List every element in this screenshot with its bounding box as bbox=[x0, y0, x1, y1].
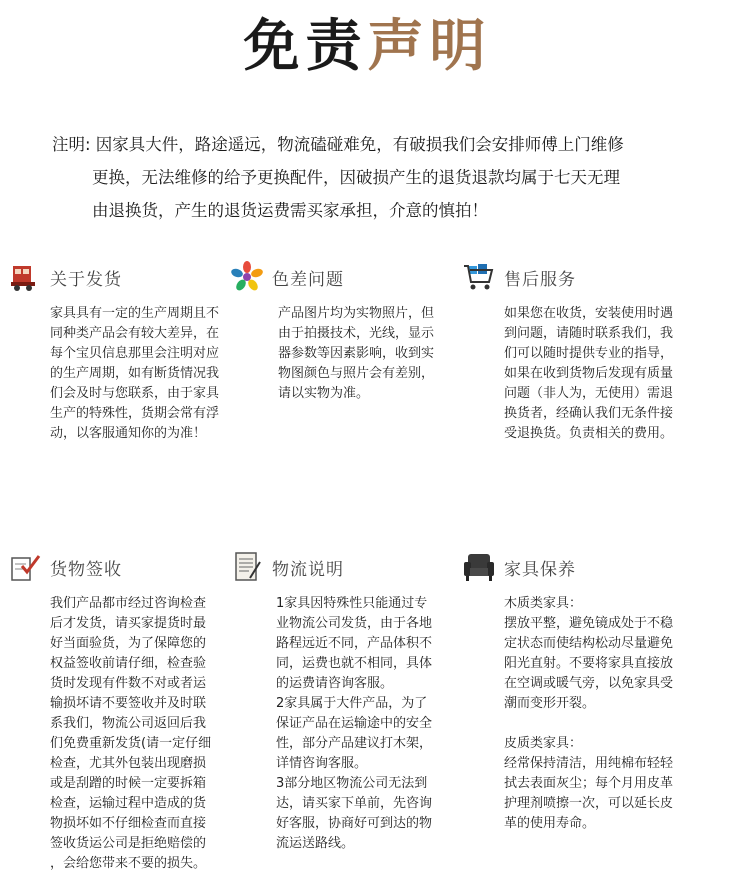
color-wheel-icon bbox=[230, 260, 264, 294]
notice-line-1: 注明: 因家具大件，路途遥远，物流磕碰难免，有破损我们会安排师傅上门维修 bbox=[52, 135, 624, 154]
body-line: 保证产品在运输途中的安全 bbox=[276, 716, 433, 731]
body-line: 请以实物为准。 bbox=[278, 386, 370, 401]
body-line: 达，请买家下单前，先咨询 bbox=[276, 796, 433, 811]
page-title bbox=[0, 6, 735, 86]
body-line: 产品图片均为实物照片，但 bbox=[278, 306, 435, 321]
notice bbox=[52, 128, 712, 227]
body-line: 签收货运公司是拒绝赔偿的 bbox=[50, 836, 207, 851]
body-line: 们免费重新发货(请一定仔细 bbox=[50, 736, 212, 751]
body-line: 家具具有一定的生产周期且不 bbox=[50, 306, 220, 321]
section-aftersale bbox=[462, 258, 722, 444]
body-line: 后才发货，请买家提货时最 bbox=[50, 616, 207, 631]
section-color bbox=[230, 258, 470, 404]
section-title: 家具保养 bbox=[504, 559, 576, 580]
notice-line-3: 由退换货，产生的退货运费需买家承担，介意的慎拍！ bbox=[92, 201, 488, 220]
section-body bbox=[504, 304, 722, 444]
section-header bbox=[230, 548, 470, 586]
body-line: 业物流公司发货，由于各地 bbox=[276, 616, 433, 631]
section-title: 货物签收 bbox=[50, 559, 122, 580]
body-line: 如果在收到货物后发现有质量 bbox=[504, 366, 674, 381]
section-body bbox=[50, 594, 248, 874]
armchair-icon bbox=[462, 550, 496, 584]
body-line: 们可以随时提供专业的指导， bbox=[504, 346, 674, 361]
body-line: 们会及时与您联系，由于家具 bbox=[50, 386, 220, 401]
body-line: 同，运费也就不相同，具体 bbox=[276, 656, 433, 671]
body-line: 换货者，经确认我们无条件接 bbox=[504, 406, 674, 421]
body-line: 性，部分产品建议打木架， bbox=[276, 736, 433, 751]
leather-title: 皮质类家具： bbox=[504, 736, 583, 751]
section-body bbox=[278, 304, 470, 404]
section-title: 关于发货 bbox=[50, 269, 122, 290]
body-line: 2家具属于大件产品，为了 bbox=[276, 696, 428, 711]
sign-check-icon bbox=[8, 550, 42, 584]
section-title: 物流说明 bbox=[272, 559, 344, 580]
body-line: 3部分地区物流公司无法到 bbox=[276, 776, 428, 791]
title-part1: 免责 bbox=[243, 13, 368, 79]
section-header bbox=[462, 258, 722, 296]
section-body bbox=[504, 594, 724, 834]
section-header bbox=[230, 258, 470, 296]
body-line: 或是刮蹭的时候一定要拆箱 bbox=[50, 776, 207, 791]
body-line: 好当面验货，为了保障您的 bbox=[50, 636, 207, 651]
body-line: 每个宝贝信息那里会注明对应 bbox=[50, 346, 220, 361]
body-line: 受退换货。负责相关的费用。 bbox=[504, 426, 674, 441]
body-line: 的运费请咨询客服。 bbox=[276, 676, 394, 691]
section-title: 售后服务 bbox=[504, 269, 576, 290]
notice-line-2: 更换，无法维修的给予更换配件，因破损产生的退货退款均属于七天无理 bbox=[92, 168, 620, 187]
section-care bbox=[462, 548, 724, 834]
section-shipping bbox=[8, 258, 248, 444]
body-line: 生产的特殊性，货期会常有浮 bbox=[50, 406, 220, 421]
document-icon bbox=[230, 550, 264, 584]
section-body bbox=[276, 594, 470, 854]
body-line: 由于拍摄技术，光线，显示 bbox=[278, 326, 435, 341]
body-line: 物损坏如不仔细检查而直接 bbox=[50, 816, 207, 831]
body-line: 问题（非人为，无使用）需退 bbox=[504, 386, 674, 401]
body-line: 详情咨询客服。 bbox=[276, 756, 368, 771]
wood-title: 木质类家具： bbox=[504, 596, 583, 611]
body-line: 系我们，物流公司返回后我 bbox=[50, 716, 207, 731]
body-line: 同种类产品会有较大差异，在 bbox=[50, 326, 220, 341]
section-title: 色差问题 bbox=[272, 269, 344, 290]
body-line: 1家具因特殊性只能通过专 bbox=[276, 596, 428, 611]
body-line: 在空调或暖气旁，以免家具受 bbox=[504, 676, 674, 691]
section-signing bbox=[8, 548, 248, 874]
body-line: 的生产周期，如有断货情况我 bbox=[50, 366, 220, 381]
body-line: ，会给您带来不要的损失。 bbox=[50, 856, 207, 871]
body-line: 检查，运输过程中造成的货 bbox=[50, 796, 207, 811]
body-line: 检查，尤其外包装出现磨损 bbox=[50, 756, 207, 771]
truck-icon bbox=[8, 260, 42, 294]
body-line: 拭去表面灰尘；每个月用皮革 bbox=[504, 776, 674, 791]
body-line: 护理剂喷擦一次，可以延长皮 bbox=[504, 796, 674, 811]
section-header bbox=[8, 258, 248, 296]
body-line: 如果您在收货，安装使用时遇 bbox=[504, 306, 674, 321]
body-line: 革的使用寿命。 bbox=[504, 816, 596, 831]
body-line: 动，以客服通知你的为准！ bbox=[50, 426, 207, 441]
body-line: 潮而变形开裂。 bbox=[504, 696, 596, 711]
body-line: 阳光直射。不要将家具直接放 bbox=[504, 656, 674, 671]
section-body bbox=[50, 304, 248, 444]
section-header bbox=[8, 548, 248, 586]
section-header bbox=[462, 548, 724, 586]
body-line: 输损坏请不要签收并及时联 bbox=[50, 696, 207, 711]
body-line: 好客服，协商好可到达的物 bbox=[276, 816, 433, 831]
body-line: 经常保持清洁，用纯棉布轻轻 bbox=[504, 756, 674, 771]
body-line: 权益签收前请仔细，检查验 bbox=[50, 656, 207, 671]
body-line: 摆放平整，避免镜成处于不稳 bbox=[504, 616, 674, 631]
section-logistics bbox=[230, 548, 470, 854]
body-line: 路程远近不同，产品体积不 bbox=[276, 636, 433, 651]
body-line: 到问题，请随时联系我们，我 bbox=[504, 326, 674, 341]
body-line: 我们产品都市经过咨询检查 bbox=[50, 596, 207, 611]
body-line: 流运送路线。 bbox=[276, 836, 355, 851]
body-line: 货时发现有件数不对或者运 bbox=[50, 676, 207, 691]
body-line: 定状态而使结构松动尽量避免 bbox=[504, 636, 674, 651]
shopping-cart-icon bbox=[462, 260, 496, 294]
title-part2: 声明 bbox=[367, 13, 492, 79]
body-line: 器参数等因素影响，收到实 bbox=[278, 346, 435, 361]
body-line: 物图颜色与照片会有差别， bbox=[278, 366, 435, 381]
